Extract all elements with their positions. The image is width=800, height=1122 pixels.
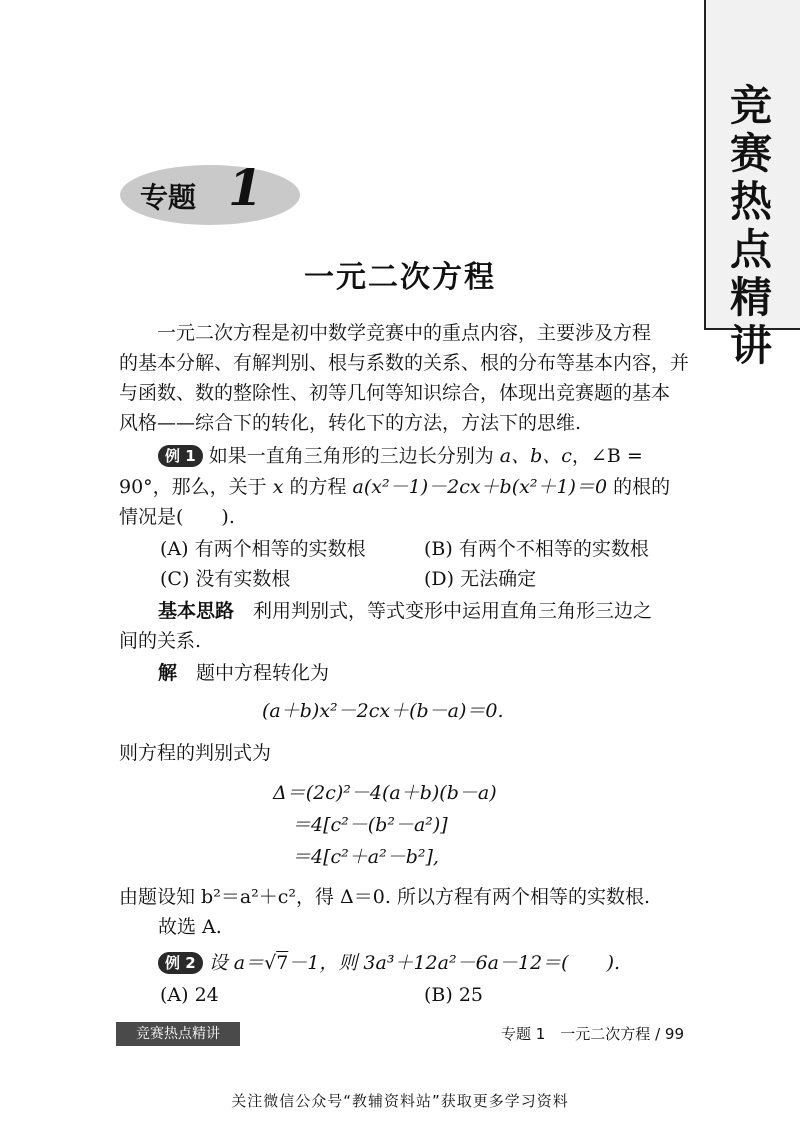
option-b: (B) 25 [424,984,484,1006]
option-a: (A) 24 [160,984,219,1006]
discriminant-line: ＝4[c²＋a²－b²], [292,846,439,868]
topic-number: 1 [228,158,263,217]
side-tab-char: 讲 [729,321,772,370]
option-b: (B) 有两个不相等的实数根 [424,538,649,560]
idea-line2: 间的关系. [119,630,202,652]
option-c: (C) 没有实数根 [160,568,291,590]
topic-label: 专题 [140,181,197,214]
conclusion: 由题设知 b²＝a²＋c²，得 Δ＝0. 所以方程有两个相等的实数根. [119,886,650,908]
idea-line1 [158,596,652,626]
answer: 故选 A. [158,916,222,938]
example1-badge: 例 1 [158,445,203,467]
sqrt-sign: √ [264,952,277,974]
example2-line [158,948,620,978]
example2-text: －1，则 3a³＋12a²－6a－12＝( ). [288,952,621,974]
discriminant-line: Δ＝(2c)²－4(a＋b)(b－a) [273,782,497,804]
side-tab-char: 赛 [729,129,772,178]
side-tab-char: 竞 [729,81,772,130]
example2-text: 设 a＝ [202,952,265,974]
discriminant-line: ＝4[c²－(b²－a²)] [292,814,448,836]
example1-vars: a、b、c [499,445,572,467]
solution-text: 题中方程转化为 [177,662,330,684]
idea-label: 基本思路 [158,600,235,622]
example1-line3: 情况是( ). [119,506,235,528]
example1-line1 [158,441,643,471]
solution-label: 解 [158,662,178,684]
option-a: (A) 有两个相等的实数根 [160,538,366,560]
example1-text: 如果一直角三角形的三边长分别为 [202,445,500,467]
side-tab-char: 热 [729,177,772,226]
example1-text: 的方程 [283,476,353,498]
footer-note: 关注微信公众号“教辅资料站”获取更多学习资料 [231,1092,569,1110]
sqrt-argument: 7 [276,952,289,974]
example1-var-x: x [272,476,284,498]
footer-section-label: 竞赛热点精讲 [116,1022,240,1046]
intro-line: 的基本分解、有解判别、根与系数的关系、根的分布等基本内容，并 [119,352,690,374]
footer-page-info: 专题 1 一元二次方程 / 99 [501,1025,684,1043]
side-tab-char: 精 [729,273,772,322]
example2-badge: 例 2 [158,952,203,974]
discriminant-intro: 则方程的判别式为 [119,742,272,764]
solution-equation: (a＋b)x²－2cx＋(b－a)＝0. [262,700,504,722]
page-title: 一元二次方程 [304,260,496,295]
example1-line2 [119,472,670,502]
example1-text: 90°，那么，关于 [119,476,273,498]
intro-line: 一元二次方程是初中数学竞赛中的重点内容，主要涉及方程 [119,322,652,344]
side-tab-char: 点 [729,225,772,274]
intro-line: 与函数、数的整除性、初等几何等知识综合，体现出竞赛题的基本 [119,382,671,404]
example1-text: 的根的 [607,476,671,498]
idea-text: 利用判别式，等式变形中运用直角三角形三边之 [234,600,653,622]
intro-line: 风格——综合下的转化，转化下的方法，方法下的思维. [119,412,582,434]
side-tab-text [720,82,782,370]
example1-text: ，∠B = [571,445,643,467]
solution-line [158,658,329,688]
option-d: (D) 无法确定 [424,568,537,590]
example1-equation: a(x²－1)－2cx＋b(x²＋1)＝0 [352,476,608,498]
